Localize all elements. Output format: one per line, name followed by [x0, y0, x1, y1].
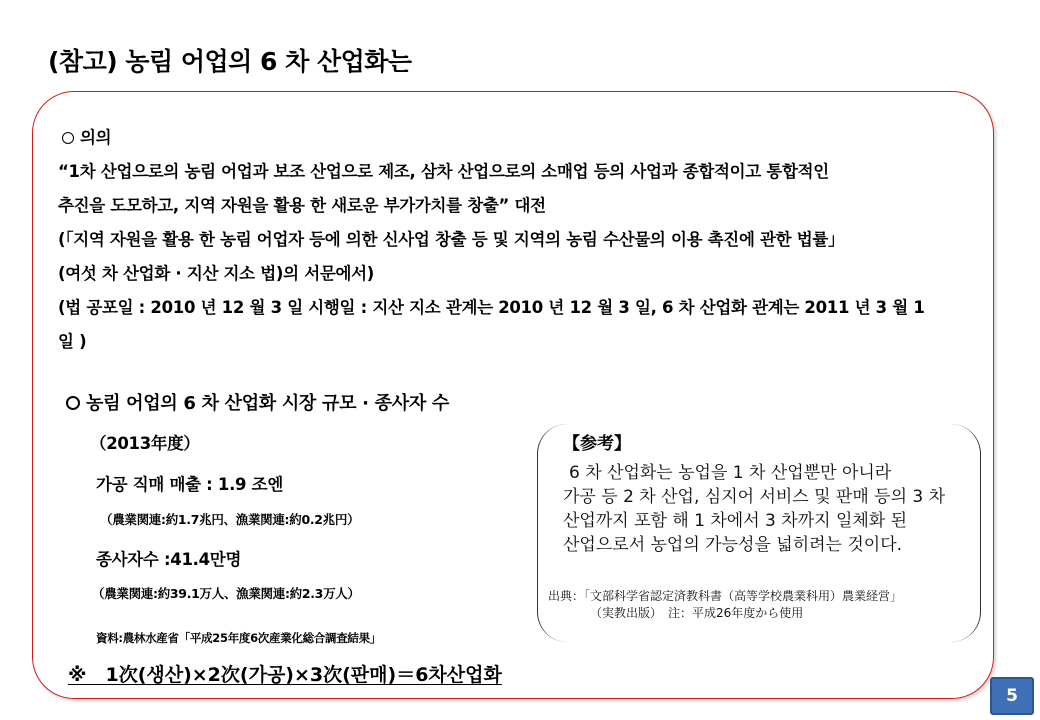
market-heading: [66, 389, 449, 415]
significance-line-4: (여섯 차 산업화 · 지산 지소 법)의 서문에서): [58, 264, 375, 283]
reference-label: 【参考】: [563, 434, 631, 454]
significance-line-2: 추진을 도모하고, 지역 자원을 활용 한 새로운 부가가치를 창출” 대전: [58, 196, 546, 215]
workers-count: 종사자수 :41.4만명: [96, 550, 242, 569]
reference-line-3: 산업까지 포함 해 1 차에서 3 차까지 일체화 된: [563, 511, 908, 531]
sixth-industry-formula: ※ 1次(생산)×2次(가공)×3次(판매)＝6차산업화: [68, 664, 502, 686]
significance-line-5: (법 공포일 : 2010 년 12 월 3 일 시행일 : 지산 지소 관계는 2010 년 12 월 3 일, 6 차 산업화 관계는 2011 년 3 월 1: [58, 298, 925, 317]
reference-line-4: 산업으로서 농업의 가능성을 넓히려는 것이다.: [563, 535, 903, 555]
page-number-badge: 5: [990, 677, 1034, 715]
circle-bullet-icon: [66, 396, 80, 410]
slide-title: (참고) 농림 어업의 6 차 산업화는: [48, 47, 412, 76]
market-year: （2013年度）: [90, 434, 200, 453]
reference-line-1: 6 차 산업화는 농업을 1 차 산업뿐만 아니라: [569, 463, 892, 483]
significance-line-6: 일 ): [58, 332, 87, 351]
reference-source-line-1: 出典：「文部科学省認定済教科書（高等学校農業科用）農業経営」: [548, 589, 903, 603]
reference-source-line-2: （実教出版） 注：平成26年度から使用: [590, 606, 804, 620]
reference-line-2: 가공 등 2 차 산업, 심지어 서비스 및 판매 등의 3 차: [563, 487, 946, 507]
reference-body: [563, 461, 988, 557]
workers-detail: （農業関連:約39.1万人、漁業関連:約2.3万人）: [92, 586, 360, 601]
processing-sales-detail: （農業関連:約1.7兆円、漁業関連:約0.2兆円）: [100, 512, 360, 527]
significance-line-1: “1차 산업으로의 농림 어업과 보조 산업으로 제조, 삼차 산업으로의 소매업 등의 사업과 종합적이고 통합적인: [58, 162, 829, 181]
reference-source: [548, 588, 902, 622]
significance-line-3: (「지역 자원을 활용 한 농림 어업자 등에 의한 신사업 창출 등 및 지역의 농림 수산물의 이용 촉진에 관한 법률」: [58, 230, 845, 249]
market-source: 資料:農林水産省「平成25年度6次産業化総合調査結果」: [96, 631, 382, 645]
significance-heading-text: 의의: [80, 128, 112, 147]
significance-heading: [62, 124, 111, 148]
market-heading-text: 농림 어업의 6 차 산업화 시장 규모 · 종사자 수: [86, 393, 449, 414]
circle-bullet-icon: [62, 132, 74, 144]
processing-sales: 가공 직매 매출 : 1.9 조엔: [96, 475, 283, 494]
